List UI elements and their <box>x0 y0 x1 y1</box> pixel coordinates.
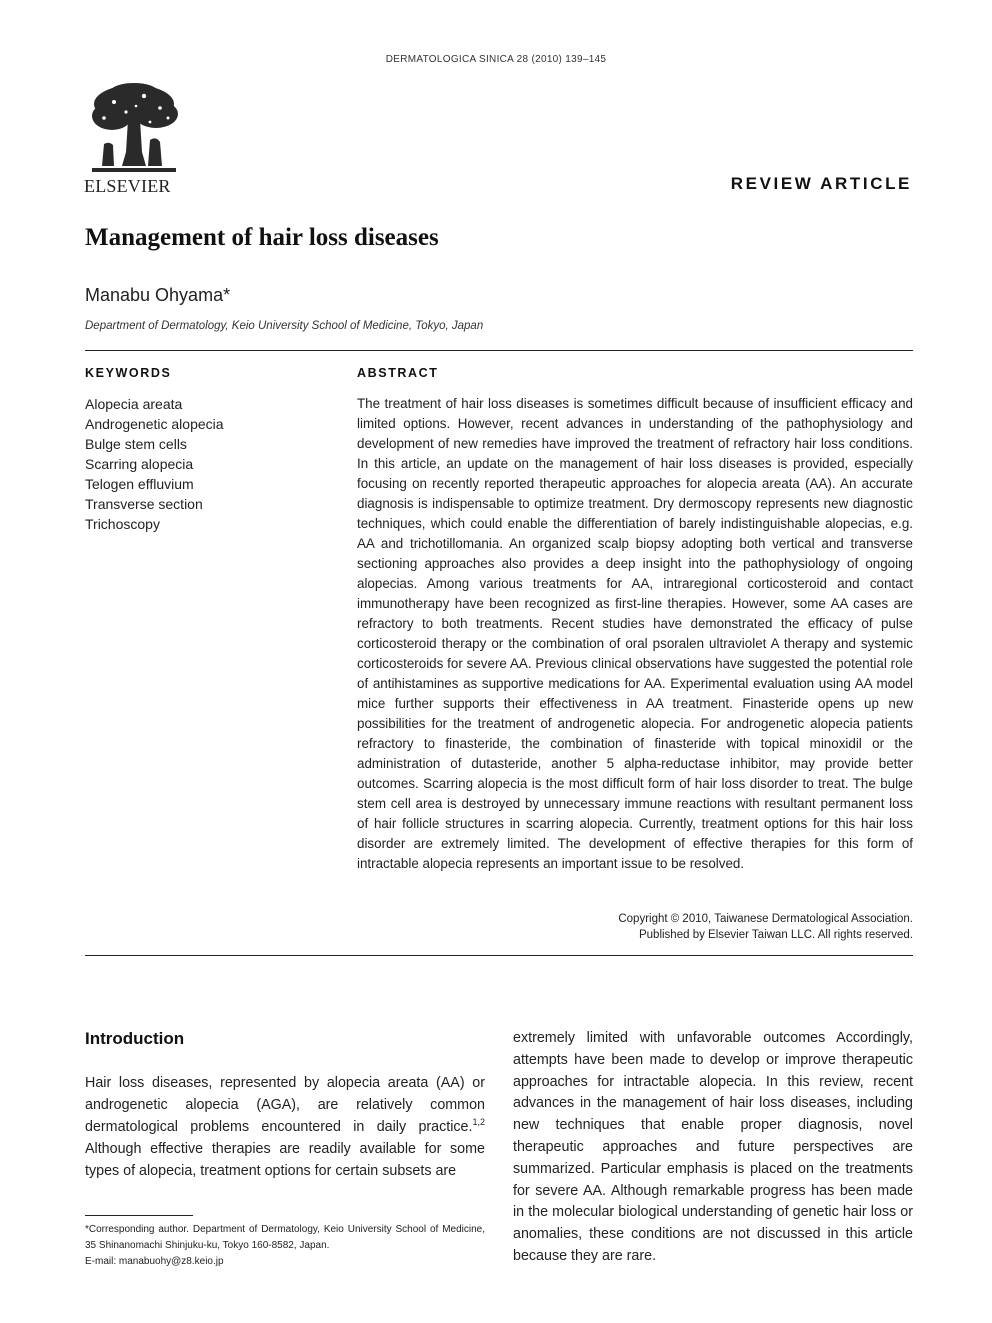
keyword-item: Transverse section <box>85 496 203 512</box>
author-affiliation: Department of Dermatology, Keio University School of Medicine, Tokyo, Japan <box>85 320 484 332</box>
copyright-notice <box>618 911 913 943</box>
keyword-item: Alopecia areata <box>85 396 183 412</box>
introduction-right-column: extremely limited with unfavorable outcomes Accordingly, attempts have been made to develop or improve therapeutic approaches for intractable alopecia. In this review, recent advances in the management of hair loss diseases, including new techniques that enable proper diagnosis, novel therapeutic approaches and future perspectives are summarized. Particular emphasis is placed on the treatments for severe AA. Although remarkable progress has been made in the molecular biological understanding of genetic hair loss or anomalies, these conditions are not discussed in this article because they are rare. <box>513 1030 913 1264</box>
top-divider <box>85 350 913 351</box>
bottom-divider <box>85 955 913 956</box>
footnote-address: *Corresponding author. Department of Dermatology, Keio University School of Medicine, 35 Shinanomachi Shinjuku-ku, Tokyo 160-8582, Japan. <box>85 1224 485 1251</box>
tree-icon <box>84 82 184 174</box>
keyword-item: Trichoscopy <box>85 516 160 532</box>
footnote-divider <box>85 1215 193 1216</box>
abstract-text: The treatment of hair loss diseases is sometimes difficult because of insufficient efficacy and limited options. However, recent advances in understanding of the pathophysiology and development of new remedies have improved the treatment of refractory hair loss conditions. In this article, an update on the management of hair loss diseases is provided, especially focusing on recently reported therapeutic approaches for alopecia areata (AA). An accurate diagnosis is indispensable to optimize treatment. Dry dermoscopy represents new diagnostic techniques, which could enable the differentiation of barely indistinguishable alopecias, e.g. AA and trichotillomania. An organized scalp biopsy adopting both vertical and transverse sectioning approaches also provides a deep insight into the pathophysiology of ongoing alopecias. Among various treatments for AA, intraregional corticosteroid and contact immunotherapy have been recognized as first-line therapies. However, some AA cases are refractory to both treatments. Recent studies have demonstrated the efficacy of pulse corticosteroid therapy or the combination of oral psoralen ultraviolet A therapy and systemic corticosteroids for severe AA. Previous clinical observations have suggested the potential role of antihistamines as supportive medications for AA. Experimental evaluation using AA model mice further supports their effectiveness in AA treatment. Finasteride opens up new possibilities for the treatment of androgenetic alopecia. For androgenetic alopecia patients refractory to finasteride, the combination of finasteride with topical minoxidil or the administration of dutasteride, another 5 alpha-reductase inhibitor, may provide better outcomes. Scarring alopecia is the most difficult form of hair loss disorder to treat. The bulge stem cell area is destroyed by unnecessary immune reactions with resultant permanent loss of hair follicle structures in scarring alopecia. Currently, treatment options for this hair loss disorder are extremely limited. The development of effective therapies for this form of intractable alopecia represents an important issue to be resolved. <box>357 396 913 871</box>
article-title: Management of hair loss diseases <box>85 224 439 251</box>
publisher-logo-text: ELSEVIER <box>84 176 171 196</box>
intro-text-part: Hair loss diseases, represented by alopecia areata (AA) or androgenetic alopecia (AGA), are relatively common dermatological problems encountered in daily practice. <box>85 1075 485 1135</box>
keyword-item: Androgenetic alopecia <box>85 416 224 432</box>
intro-text-part: Although effective therapies are readily available for some types of alopecia, treatment options for certain subsets are <box>85 1141 485 1179</box>
article-type-label: REVIEW ARTICLE <box>730 174 912 193</box>
author-name: Manabu Ohyama* <box>85 285 231 305</box>
keyword-item: Telogen effluvium <box>85 476 194 492</box>
elsevier-logo <box>84 82 184 196</box>
corresponding-author-footnote <box>85 1222 485 1270</box>
keyword-item: Scarring alopecia <box>85 456 194 472</box>
keywords-heading: KEYWORDS <box>85 366 172 380</box>
publisher-rights-line: Published by Elsevier Taiwan LLC. All rights reserved. <box>638 929 913 941</box>
introduction-left-column <box>85 1072 485 1182</box>
introduction-heading: Introduction <box>85 1029 185 1048</box>
journal-citation: DERMATOLOGICA SINICA 28 (2010) 139–145 <box>385 54 607 65</box>
copyright-line: Copyright © 2010, Taiwanese Dermatological Association. <box>618 913 913 925</box>
reference-superscript[interactable]: 1,2 <box>472 1117 485 1128</box>
abstract-heading: ABSTRACT <box>357 366 439 380</box>
keyword-item: Bulge stem cells <box>85 436 187 452</box>
footnote-email[interactable]: E-mail: manabuohy@z8.keio.jp <box>85 1256 224 1267</box>
keywords-list <box>85 394 224 534</box>
